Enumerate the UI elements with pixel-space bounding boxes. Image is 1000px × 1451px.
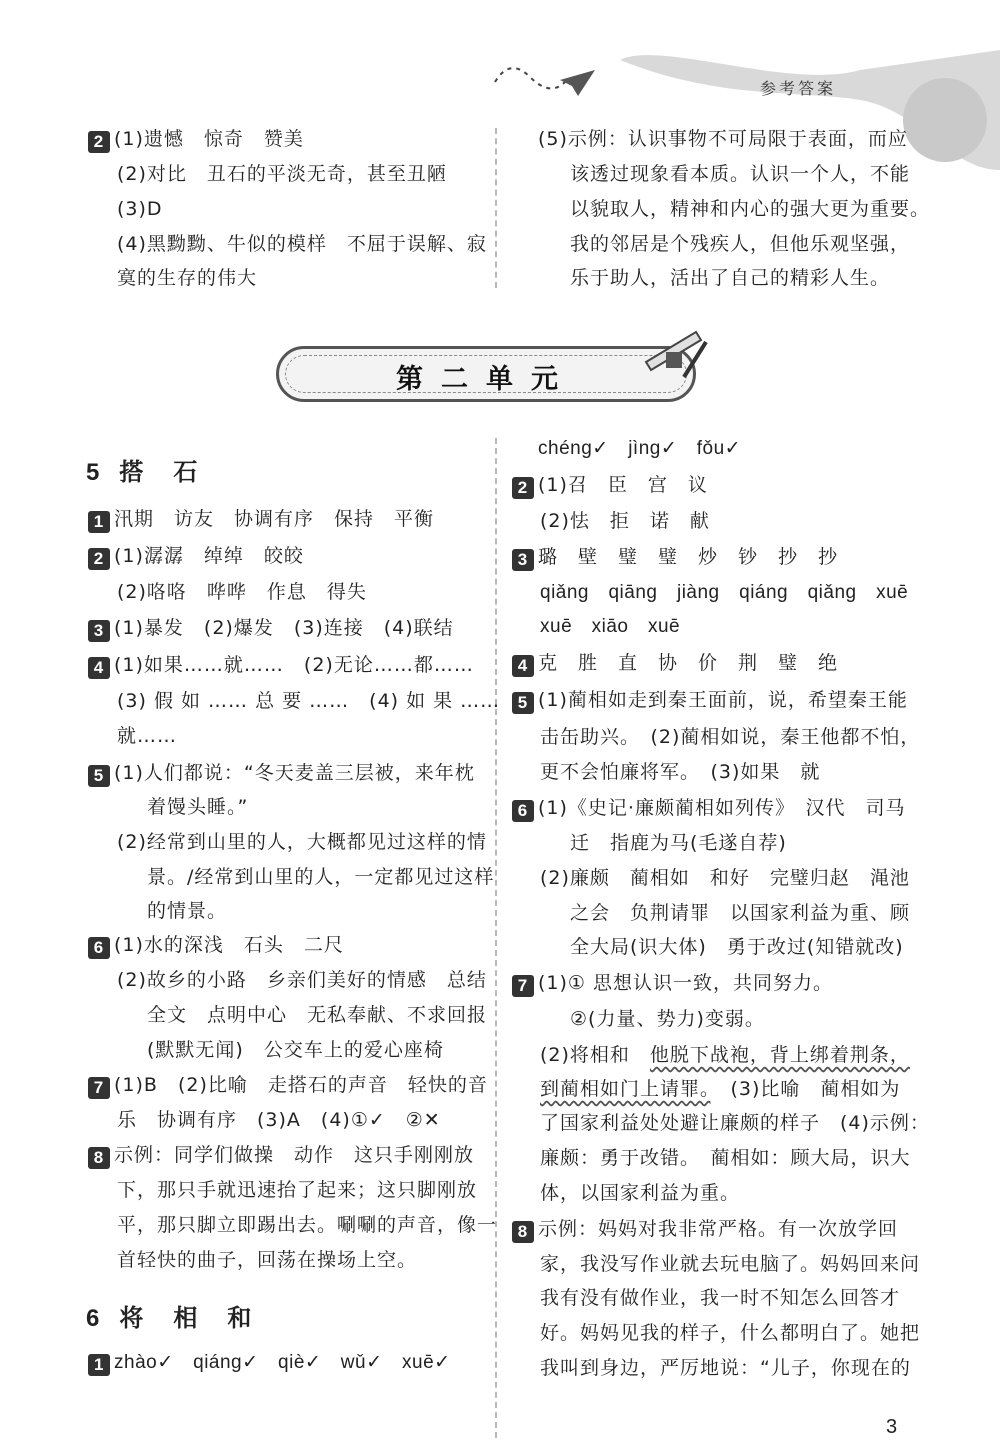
underlined-answer: 到蔺相如门上请罪。 [540,1078,711,1100]
top-left-q2-line3: (3)D [117,198,163,220]
l5-q7-line2: 乐 协调有序 (3)A (4)①✓ ②✕ [117,1109,441,1131]
top-left-q2-line4: (4)黑黝黝、牛似的模样 不屈于误解、寂 [117,233,487,255]
answer-text: (1)如果……就…… (2)无论……都…… [114,654,474,676]
column-divider [495,128,497,288]
top-right-line2: 该透过现象看本质。认识一个人，不能 [570,163,911,185]
underlined-answer: 他脱下战袍，背上绑着荆条， [649,1044,910,1066]
r-q2 [512,472,708,499]
r-q8-line2: 家，我没写作业就去玩电脑了。妈妈回来问 [540,1253,921,1275]
question-number: 7 [88,1077,110,1099]
r-q5-line2: 击缶助兴。 (2)蔺相如说，秦王他都不怕， [540,726,921,748]
l5-q5-line5: 的情景。 [147,900,228,922]
r-q7-line6: 廉颇：勇于改错。 蔺相如：顾大局，识大 [540,1147,911,1169]
page-number: 3 [886,1416,898,1438]
answer-text: (1)人们都说：“冬天麦盖三层被，来年枕 [114,762,475,784]
r-q6-line4: 之会 负荆请罪 以国家利益为重、顾 [570,902,911,924]
r-q4 [512,650,838,677]
question-number: 5 [88,765,110,787]
l5-q6-line4: (默默无闻) 公交车上的爱心座椅 [147,1039,444,1061]
r-pinyin-top: chéng✓ jìng✓ fǒu✓ [538,438,742,459]
l6-q1 [88,1350,451,1376]
answer-text: 璐 壁 璧 璧 炒 钞 抄 抄 [538,546,839,568]
paper-plane-icon [490,62,600,102]
question-number: 8 [88,1147,110,1169]
l5-q4-line3: 就…… [117,725,178,747]
answer-text: (2)将相和 [540,1044,650,1066]
question-number: 1 [88,511,110,533]
r-q3 [512,544,838,571]
l5-q8 [88,1142,474,1169]
l5-q4-line2: (3) 假 如 …… 总 要 …… (4) 如 果 …… [117,690,501,712]
r-q6-line5: 全大局(识大体) 勇于改过(知错就改) [570,936,904,958]
l5-q8-line3: 平，那只脚立即踢出去。唰唰的声音，像一 [117,1214,498,1236]
l5-q5-line2: 着馒头睡。” [147,796,249,818]
answer-text: (1)《史记·廉颇蔺相如列传》 汉代 司马 [538,797,906,819]
column-divider-main [495,438,497,1438]
top-right-line5: 乐于助人，活出了自己的精彩人生。 [570,267,891,289]
r-q8-line4: 好。妈妈见我的样子，什么都明白了。她把 [540,1322,921,1344]
question-number: 6 [512,800,534,822]
l5-q5 [88,760,475,787]
answer-text: 示例：妈妈对我非常严格。有一次放学回 [538,1218,899,1240]
answer-key-label: 参考答案 [760,79,837,98]
answer-text: (1)召 臣 宫 议 [538,474,708,496]
l5-q8-line2: 下，那只手就迅速抬了起来；这只脚刚放 [117,1179,478,1201]
l5-q7 [88,1072,488,1099]
question-number: 7 [512,975,534,997]
lesson-number: 5 [86,459,102,486]
top-right-line4: 我的邻居是个残疾人，但他乐观坚强， [570,233,911,255]
answer-text: (1)暴发 (2)爆发 (3)连接 (4)联结 [114,617,454,639]
r-q7 [512,970,833,997]
question-number: 8 [512,1221,534,1243]
r-q7-line5: 了国家利益处处避让廉颇的样子 (4)示例： [540,1112,930,1134]
r-q8-line3: 我有没有做作业，我一时不知怎么回答才 [540,1287,901,1309]
unit-banner [276,346,696,402]
l5-q5-line3: (2)经常到山里的人，大概都见过这样的情 [117,831,487,853]
l5-q2 [88,543,304,570]
r-q8-line5: 我叫到身边，严厉地说：“儿子，你现在的 [540,1357,911,1379]
question-number: 6 [88,937,110,959]
r-q8 [512,1216,898,1243]
l5-q4 [88,652,474,679]
r-q3-line3: xuē xiāo xuē [540,616,681,637]
l5-q6 [88,932,344,959]
lesson-title: 搭石 [119,458,228,486]
question-number: 1 [88,1354,110,1376]
r-q7-line7: 体，以国家利益为重。 [540,1182,741,1204]
top-left-q2-line1 [88,126,304,153]
pinyin-answers: zhào✓ qiáng✓ qiè✓ wǔ✓ xuē✓ [114,1352,451,1373]
l5-q1 [88,506,434,533]
r-q7-line2: ②(力量、势力)变弱。 [570,1008,765,1030]
r-q7-line4 [540,1076,900,1102]
answer-text: (3)比喻 蔺相如为 [710,1078,901,1100]
question-number: 4 [88,657,110,679]
question-number: 3 [512,549,534,571]
l5-q2-line2: (2)咯咯 哗哗 作息 得失 [117,581,367,603]
l5-q3 [88,615,454,642]
top-left-q2-line5: 寞的生存的伟大 [117,267,258,289]
header-decoration [600,50,1000,170]
answer-text: (1)遗憾 惊奇 赞美 [114,128,304,150]
question-number: 2 [88,548,110,570]
l5-q6-line3: 全文 点明中心 无私奉献、不求回报 [147,1004,488,1026]
lesson-number: 6 [86,1305,102,1332]
top-right-line1: (5)示例：认识事物不可局限于表面，而应 [538,128,908,150]
unit-title: 第二单元 [396,364,576,395]
top-left-q2-line2: (2)对比 丑石的平淡无奇，甚至丑陋 [117,163,447,185]
question-number: 2 [512,477,534,499]
answer-text: 汛期 访友 协调有序 保持 平衡 [114,508,435,530]
question-number: 2 [88,131,110,153]
answer-text: (1)① 思想认识一致，共同努力。 [538,972,833,994]
lesson-6-heading [86,1298,281,1333]
r-q7-line3 [540,1042,910,1068]
r-q6 [512,795,905,822]
r-q6-line3: (2)廉颇 蔺相如 和好 完璧归赵 渑池 [540,867,910,889]
r-q5-line3: 更不会怕廉将军。 (3)如果 就 [540,761,821,783]
top-right-line3: 以貌取人，精神和内心的强大更为重要。 [570,198,931,220]
r-q2-line2: (2)怯 拒 诺 献 [540,510,710,532]
answer-text: 示例：同学们做操 动作 这只手刚刚放 [114,1144,475,1166]
l5-q8-line4: 首轻快的曲子，回荡在操场上空。 [117,1249,418,1271]
lesson-title: 将相和 [119,1304,282,1332]
answer-text: (1)蔺相如走到秦王面前，说，希望秦王能 [538,689,908,711]
l5-q6-line2: (2)故乡的小路 乡亲们美好的情感 总结 [117,969,487,991]
r-q6-line2: 迁 指鹿为马(毛遂自荐) [570,832,787,854]
stationery-icon [636,322,716,392]
answer-text: (1)B (2)比喻 走搭石的声音 轻快的音 [114,1074,488,1096]
answer-text: (1)水的深浅 石头 二尺 [114,934,344,956]
question-number: 3 [88,620,110,642]
answer-text: (1)潺潺 绰绰 皎皎 [114,545,304,567]
r-q3-line2: qiǎng qiāng jiàng qiáng qiǎng xuē [540,582,909,603]
lesson-5-heading [86,452,227,487]
answer-text: 克 胜 直 协 价 荆 璧 绝 [538,652,839,674]
r-q5 [512,687,908,714]
question-number: 4 [512,655,534,677]
l5-q5-line4: 景。/经常到山里的人，一定都见过这样 [147,866,495,888]
question-number: 5 [512,692,534,714]
